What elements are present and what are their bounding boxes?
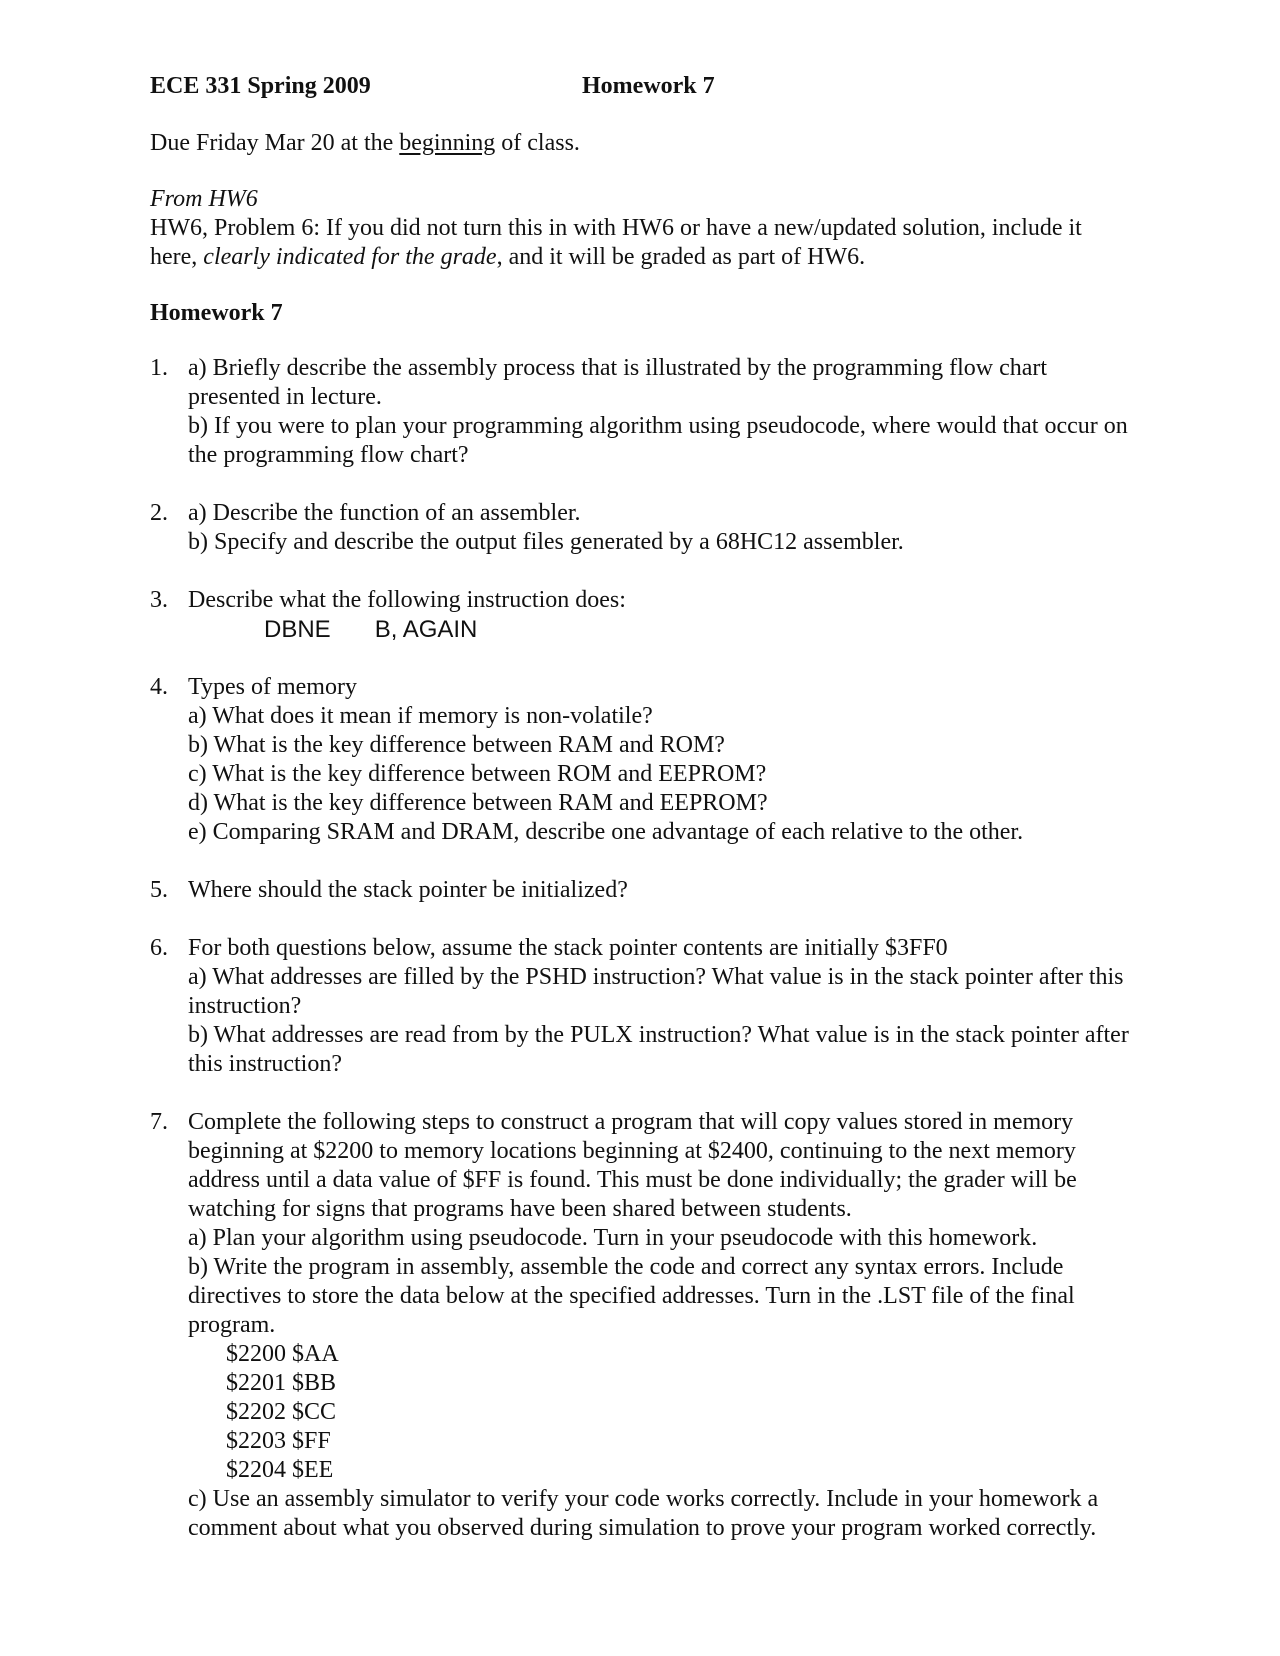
memory-value: $EE — [292, 1457, 334, 1483]
problem-list — [150, 354, 1130, 1543]
problem-3 — [150, 586, 1130, 644]
problem-2b: b) Specify and describe the output files generated by a 68HC12 assembler. — [188, 529, 904, 555]
problem-4d: d) What is the key difference between RAM and EEPROM? — [188, 790, 768, 816]
homework-title: Homework 7 — [582, 73, 715, 99]
from-hw6-text — [150, 214, 1130, 272]
memory-row — [226, 1456, 1130, 1485]
memory-value: $BB — [292, 1370, 337, 1396]
problem-number: 1. — [150, 355, 168, 381]
memory-address: $2202 — [226, 1399, 286, 1425]
problem-4c: c) What is the key difference between ROM and EEPROM? — [188, 761, 767, 787]
memory-address: $2203 — [226, 1428, 286, 1454]
problem-6b: b) What addresses are read from by the PULX instruction? What value is in the stack pointer after this instruction? — [188, 1022, 1129, 1077]
problem-7-intro: Complete the following steps to construct a program that will copy values stored in memory beginning at $2200 to memory locations beginning at $2400, continuing to the next memory address until a data value of $FF is found. This must be done individually; the grader will be watching for signs that programs have been shared between students. — [188, 1109, 1077, 1222]
due-date-line — [150, 129, 1130, 158]
problem-1 — [150, 354, 1130, 470]
memory-value: $CC — [292, 1399, 337, 1425]
problem-4e: e) Comparing SRAM and DRAM, describe one advantage of each relative to the other. — [188, 819, 1024, 845]
problem-7b: b) Write the program in assembly, assemble the code and correct any syntax errors. Include directives to store the data below at the specified addresses. Turn in the .LST file of the final program. — [188, 1254, 1075, 1338]
problem-7c: c) Use an assembly simulator to verify your code works correctly. Include in your homework a comment about what you observed during simulation to prove your program worked correctly. — [188, 1486, 1099, 1541]
problem-4b: b) What is the key difference between RAM and ROM? — [188, 732, 725, 758]
problem-number: 2. — [150, 500, 168, 526]
problem-4-title: Types of memory — [188, 674, 357, 700]
page-header — [150, 72, 1130, 102]
memory-value: $AA — [292, 1341, 339, 1367]
from-hw6-text-a: HW6, Problem 6: If you did not turn this in with HW6 or have a new/updated solution, include it here, — [150, 215, 1082, 270]
from-hw6-text-b: , and it will be graded as part of HW6. — [496, 244, 866, 270]
problem-4a: a) What does it mean if memory is non-volatile? — [188, 703, 653, 729]
memory-row — [226, 1369, 1130, 1398]
memory-value: $FF — [292, 1428, 331, 1454]
problem-5-text: Where should the stack pointer be initialized? — [188, 877, 628, 903]
due-suffix: of class. — [495, 130, 580, 156]
problem-2 — [150, 499, 1130, 557]
from-hw6-label: From HW6 — [150, 186, 258, 212]
problem-5 — [150, 876, 1130, 905]
memory-row — [226, 1340, 1130, 1369]
course-title: ECE 331 Spring 2009 — [150, 73, 371, 99]
due-emphasis: beginning — [399, 130, 496, 156]
problem-number: 5. — [150, 877, 168, 903]
memory-address: $2200 — [226, 1341, 286, 1367]
problem-7 — [150, 1108, 1130, 1543]
memory-row — [226, 1398, 1130, 1427]
memory-address: $2204 — [226, 1457, 286, 1483]
memory-row — [226, 1427, 1130, 1456]
memory-data-list — [188, 1340, 1130, 1485]
problem-number: 6. — [150, 935, 168, 961]
code-operands: B, AGAIN — [374, 616, 478, 643]
due-prefix: Due Friday Mar 20 at the — [150, 130, 400, 156]
problem-3-text: Describe what the following instruction does: — [188, 587, 626, 613]
problem-number: 3. — [150, 587, 168, 613]
problem-7a: a) Plan your algorithm using pseudocode. Turn in your pseudocode with this homework. — [188, 1225, 1038, 1251]
section-title: Homework 7 — [150, 300, 283, 326]
problem-6 — [150, 934, 1130, 1079]
code-mnemonic: DBNE — [264, 616, 331, 643]
problem-1b: b) If you were to plan your programming algorithm using pseudocode, where would that occur on the programming flow chart? — [188, 413, 1128, 468]
homework-page — [150, 72, 1130, 1572]
from-hw6-text-italic: clearly indicated for the grade — [203, 244, 497, 270]
problem-1a: a) Briefly describe the assembly process that is illustrated by the programming flow chart presented in lecture. — [188, 355, 1048, 410]
problem-6a: a) What addresses are filled by the PSHD instruction? What value is in the stack pointer after this instruction? — [188, 964, 1124, 1019]
memory-address: $2201 — [226, 1370, 286, 1396]
problem-4 — [150, 673, 1130, 847]
problem-2a: a) Describe the function of an assembler. — [188, 500, 581, 526]
problem-number: 7. — [150, 1109, 168, 1135]
problem-number: 4. — [150, 674, 168, 700]
code-instruction — [188, 615, 1130, 644]
problem-6-intro: For both questions below, assume the stack pointer contents are initially $3FF0 — [188, 935, 948, 961]
